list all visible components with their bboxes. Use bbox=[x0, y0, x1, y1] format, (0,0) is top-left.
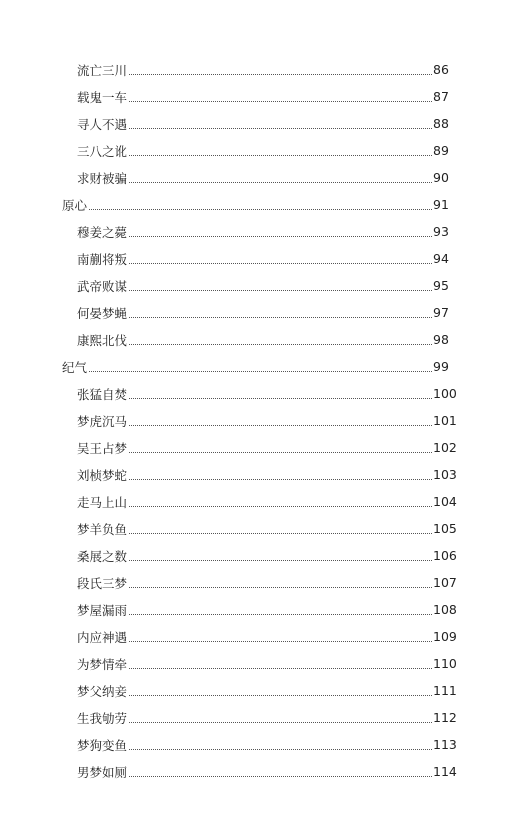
toc-entry-title: 内应神遇 bbox=[77, 629, 128, 645]
toc-page-number: 112 bbox=[433, 710, 457, 725]
toc-page-number: 86 bbox=[433, 62, 449, 77]
toc-page-number: 100 bbox=[433, 386, 457, 401]
toc-entry-row[interactable] bbox=[0, 596, 528, 623]
toc-entry-title: 男梦如厕 bbox=[77, 764, 128, 780]
toc-page-number: 101 bbox=[433, 413, 457, 428]
toc-entry-title: 生我劬劳 bbox=[77, 710, 128, 726]
toc-entry-title: 刘桢梦蛇 bbox=[77, 467, 128, 483]
toc-entry-title: 武帝败谋 bbox=[77, 278, 128, 294]
toc-entry-row[interactable] bbox=[0, 137, 528, 164]
toc-page-number: 113 bbox=[433, 737, 457, 752]
toc-entry-title: 梦屋漏雨 bbox=[77, 602, 128, 618]
toc-entry-title: 段氏三梦 bbox=[77, 575, 128, 591]
toc-entry-row[interactable] bbox=[0, 218, 528, 245]
toc-entry-row[interactable] bbox=[0, 380, 528, 407]
toc-page-number: 103 bbox=[433, 467, 457, 482]
toc-page-number: 91 bbox=[433, 197, 449, 212]
dot-leader bbox=[129, 397, 432, 399]
dot-leader bbox=[89, 370, 432, 372]
toc-entry-row[interactable] bbox=[0, 704, 528, 731]
toc-entry-title: 为梦情牵 bbox=[77, 656, 128, 672]
toc-entry-title: 寻人不遇 bbox=[77, 116, 128, 132]
toc-entry-title: 张猛自焚 bbox=[77, 386, 128, 402]
toc-page-number: 106 bbox=[433, 548, 457, 563]
dot-leader bbox=[129, 424, 432, 426]
toc-entry-row[interactable] bbox=[0, 488, 528, 515]
toc-entry-title: 求财被骗 bbox=[77, 170, 128, 186]
dot-leader bbox=[129, 100, 432, 102]
toc-entry-row[interactable] bbox=[0, 245, 528, 272]
toc-entry-row[interactable] bbox=[0, 542, 528, 569]
toc-entry-title: 原心 bbox=[62, 197, 88, 213]
toc-entry-title: 梦羊负鱼 bbox=[77, 521, 128, 537]
toc-page-number: 108 bbox=[433, 602, 457, 617]
toc-page-number: 114 bbox=[433, 764, 457, 779]
toc-entry-title: 吴王占梦 bbox=[77, 440, 128, 456]
dot-leader bbox=[129, 343, 432, 345]
dot-leader bbox=[89, 208, 432, 210]
toc-page-number: 110 bbox=[433, 656, 457, 671]
toc-entry-title: 梦虎沉马 bbox=[77, 413, 128, 429]
toc-entry-title: 桑展之数 bbox=[77, 548, 128, 564]
toc-entry-title: 南蒯将叛 bbox=[77, 251, 128, 267]
toc-page-number: 98 bbox=[433, 332, 449, 347]
toc-page-number: 105 bbox=[433, 521, 457, 536]
toc-section-row[interactable] bbox=[0, 191, 528, 218]
dot-leader bbox=[129, 154, 432, 156]
toc-entry-row[interactable] bbox=[0, 272, 528, 299]
toc-entry-row[interactable] bbox=[0, 677, 528, 704]
toc-entry-row[interactable] bbox=[0, 83, 528, 110]
toc-entry-title: 梦父纳妾 bbox=[77, 683, 128, 699]
toc-entry-row[interactable] bbox=[0, 758, 528, 785]
toc-entry-row[interactable] bbox=[0, 569, 528, 596]
toc-entry-title: 纪气 bbox=[62, 359, 88, 375]
toc-page-number: 88 bbox=[433, 116, 449, 131]
toc-page-number: 90 bbox=[433, 170, 449, 185]
toc-page-number: 93 bbox=[433, 224, 449, 239]
dot-leader bbox=[129, 316, 432, 318]
table-of-contents bbox=[0, 56, 528, 785]
toc-entry-row[interactable] bbox=[0, 164, 528, 191]
toc-entry-row[interactable] bbox=[0, 650, 528, 677]
toc-page-number: 97 bbox=[433, 305, 449, 320]
toc-entry-row[interactable] bbox=[0, 461, 528, 488]
toc-entry-row[interactable] bbox=[0, 515, 528, 542]
toc-page-number: 109 bbox=[433, 629, 457, 644]
dot-leader bbox=[129, 640, 432, 642]
toc-entry-title: 走马上山 bbox=[77, 494, 128, 510]
dot-leader bbox=[129, 559, 432, 561]
dot-leader bbox=[129, 667, 432, 669]
dot-leader bbox=[129, 748, 432, 750]
toc-entry-title: 流亡三川 bbox=[77, 62, 128, 78]
toc-page-number: 94 bbox=[433, 251, 449, 266]
dot-leader bbox=[129, 73, 432, 75]
toc-entry-title: 何晏梦蝇 bbox=[77, 305, 128, 321]
dot-leader bbox=[129, 586, 432, 588]
toc-page-number: 111 bbox=[433, 683, 457, 698]
dot-leader bbox=[129, 532, 432, 534]
toc-entry-title: 穆姜之薨 bbox=[77, 224, 128, 240]
toc-entry-row[interactable] bbox=[0, 434, 528, 461]
dot-leader bbox=[129, 721, 432, 723]
toc-page-number: 95 bbox=[433, 278, 449, 293]
toc-page-number: 87 bbox=[433, 89, 449, 104]
toc-entry-title: 三八之讹 bbox=[77, 143, 128, 159]
dot-leader bbox=[129, 694, 432, 696]
dot-leader bbox=[129, 262, 432, 264]
dot-leader bbox=[129, 235, 432, 237]
dot-leader bbox=[129, 289, 432, 291]
dot-leader bbox=[129, 613, 432, 615]
toc-entry-row[interactable] bbox=[0, 623, 528, 650]
toc-page-number: 104 bbox=[433, 494, 457, 509]
dot-leader bbox=[129, 775, 432, 777]
toc-entry-row[interactable] bbox=[0, 56, 528, 83]
toc-entry-title: 载鬼一车 bbox=[77, 89, 128, 105]
toc-entry-row[interactable] bbox=[0, 299, 528, 326]
toc-entry-row[interactable] bbox=[0, 110, 528, 137]
toc-page-number: 107 bbox=[433, 575, 457, 590]
toc-section-row[interactable] bbox=[0, 353, 528, 380]
toc-entry-title: 康熙北伐 bbox=[77, 332, 128, 348]
dot-leader bbox=[129, 478, 432, 480]
toc-entry-title: 梦狗变鱼 bbox=[77, 737, 128, 753]
dot-leader bbox=[129, 451, 432, 453]
toc-entry-row[interactable] bbox=[0, 731, 528, 758]
toc-page-number: 89 bbox=[433, 143, 449, 158]
toc-entry-row[interactable] bbox=[0, 326, 528, 353]
toc-entry-row[interactable] bbox=[0, 407, 528, 434]
dot-leader bbox=[129, 181, 432, 183]
dot-leader bbox=[129, 127, 432, 129]
toc-page-number: 99 bbox=[433, 359, 449, 374]
toc-page-number: 102 bbox=[433, 440, 457, 455]
dot-leader bbox=[129, 505, 432, 507]
